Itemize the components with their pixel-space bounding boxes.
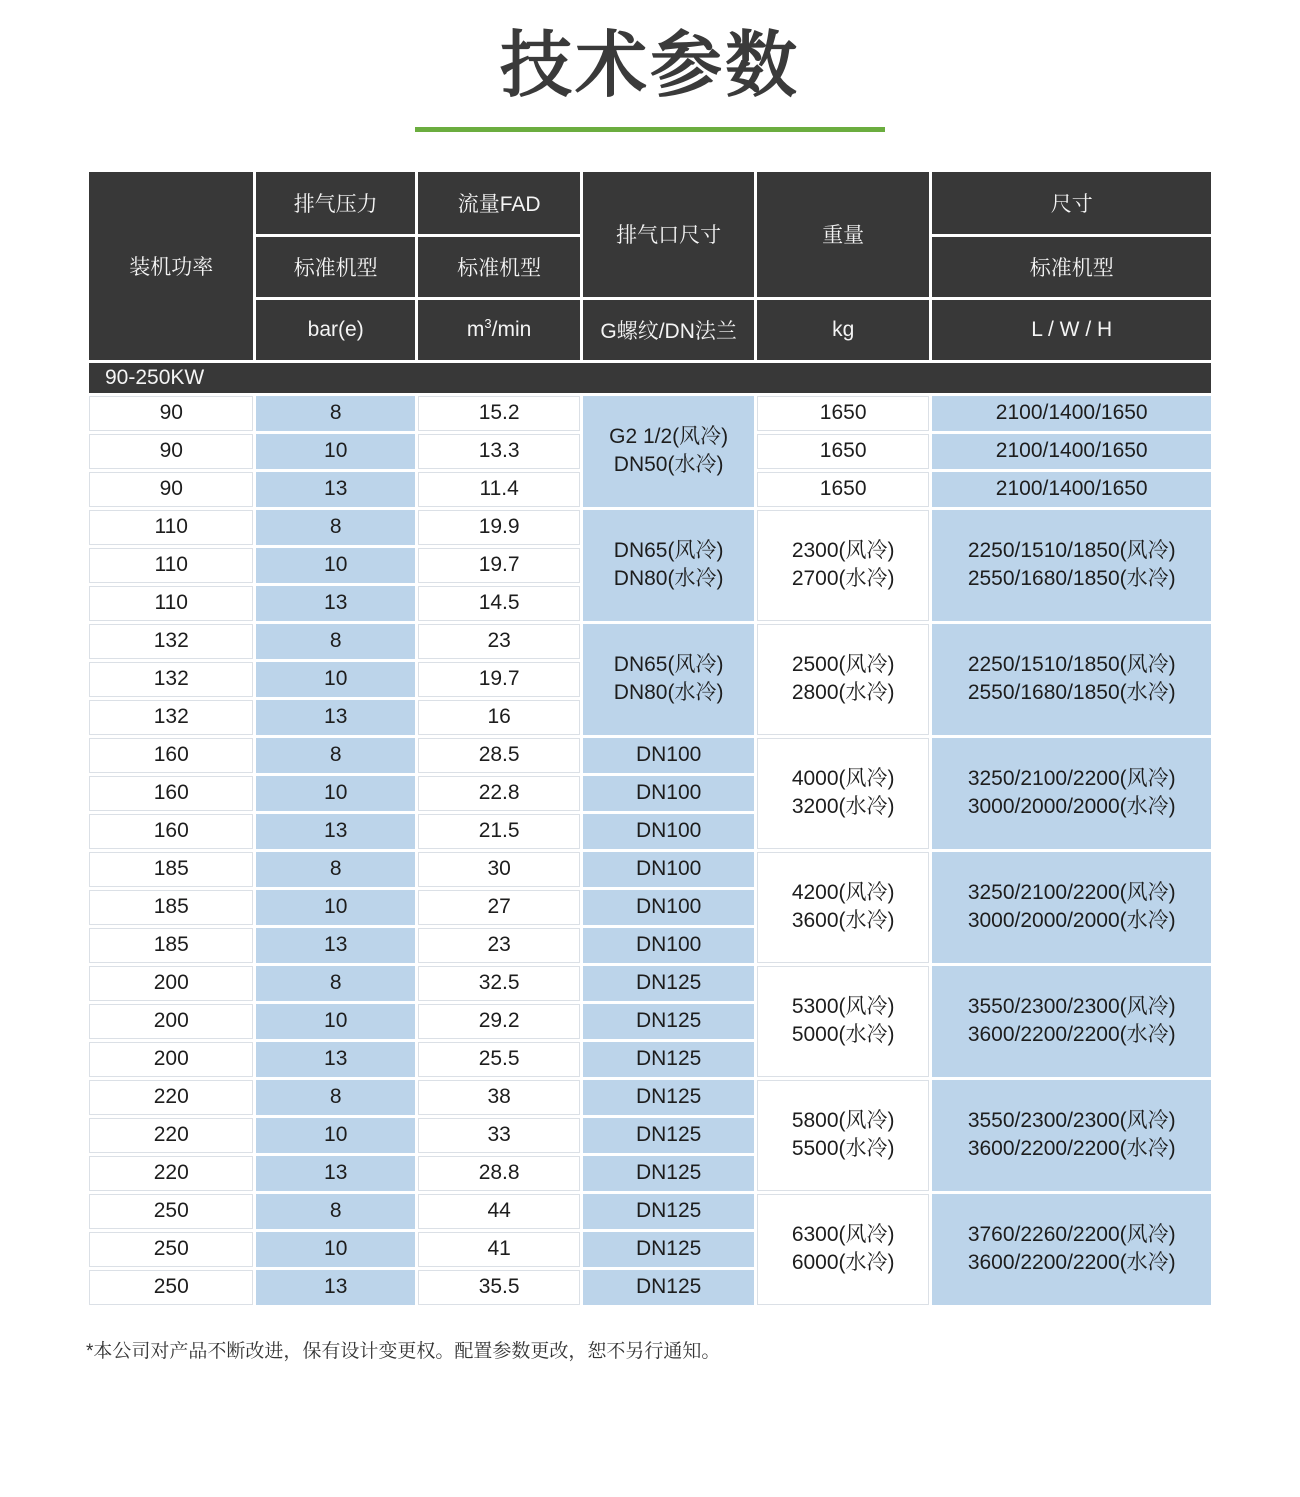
cell-port: DN100 bbox=[583, 814, 754, 849]
cell-dims bbox=[932, 624, 1211, 735]
dims-line: 3760/2260/2200(风冷) bbox=[967, 1222, 1176, 1246]
cell-port: DN100 bbox=[583, 890, 754, 925]
weight-line: 2700(水冷) bbox=[791, 567, 895, 591]
cell-power: 185 bbox=[89, 852, 253, 887]
page-title: 技术参数 bbox=[499, 26, 800, 106]
cell-port: DN125 bbox=[583, 1080, 754, 1115]
cell-flow: 25.5 bbox=[418, 1042, 580, 1077]
cell-pressure: 8 bbox=[256, 396, 414, 431]
cell-pressure: 13 bbox=[256, 1156, 414, 1191]
weight-line: 5800(风冷) bbox=[791, 1108, 895, 1132]
cell-pressure: 10 bbox=[256, 1004, 414, 1039]
cell-flow: 30 bbox=[418, 852, 580, 887]
dims-line: 3250/2100/2200(风冷) bbox=[967, 880, 1176, 904]
cell-power: 185 bbox=[89, 890, 253, 925]
cell-power: 110 bbox=[89, 510, 253, 545]
table-row bbox=[89, 966, 1211, 1001]
header-pressure-unit: bar(e) bbox=[256, 300, 414, 360]
header-flow-title: 流量FAD bbox=[418, 172, 580, 234]
cell-port: DN100 bbox=[583, 852, 754, 887]
cell-port: DN125 bbox=[583, 966, 754, 1001]
cell-power: 250 bbox=[89, 1270, 253, 1305]
cell-port: DN125 bbox=[583, 1156, 754, 1191]
cell-port: DN125 bbox=[583, 1194, 754, 1229]
cell-flow: 28.8 bbox=[418, 1156, 580, 1191]
port-line: DN50(水冷) bbox=[613, 453, 724, 477]
cell-port: DN100 bbox=[583, 776, 754, 811]
cell-power: 220 bbox=[89, 1080, 253, 1115]
cell-pressure: 10 bbox=[256, 662, 414, 697]
header-pressure-model: 标准机型 bbox=[256, 237, 414, 297]
cell-power: 132 bbox=[89, 662, 253, 697]
cell-weight: 1650 bbox=[757, 434, 930, 469]
cell-power: 110 bbox=[89, 548, 253, 583]
cell-power: 220 bbox=[89, 1156, 253, 1191]
cell-dims: 2100/1400/1650 bbox=[932, 396, 1211, 431]
cell-port: DN100 bbox=[583, 928, 754, 963]
cell-weight bbox=[757, 738, 930, 849]
section-row bbox=[89, 363, 1211, 393]
cell-port: DN125 bbox=[583, 1004, 754, 1039]
cell-pressure: 8 bbox=[256, 738, 414, 773]
cell-weight: 1650 bbox=[757, 396, 930, 431]
weight-line: 6000(水冷) bbox=[791, 1251, 895, 1275]
cell-flow: 22.8 bbox=[418, 776, 580, 811]
cell-pressure: 13 bbox=[256, 1042, 414, 1077]
cell-port bbox=[583, 510, 754, 621]
cell-port: DN100 bbox=[583, 738, 754, 773]
weight-line: 3200(水冷) bbox=[791, 795, 895, 819]
cell-flow: 35.5 bbox=[418, 1270, 580, 1305]
cell-pressure: 13 bbox=[256, 700, 414, 735]
weight-line: 3600(水冷) bbox=[791, 909, 895, 933]
weight-line: 5500(水冷) bbox=[791, 1137, 895, 1161]
cell-pressure: 10 bbox=[256, 1118, 414, 1153]
table-row bbox=[89, 738, 1211, 773]
cell-flow: 29.2 bbox=[418, 1004, 580, 1039]
cell-pressure: 8 bbox=[256, 1194, 414, 1229]
cell-flow: 16 bbox=[418, 700, 580, 735]
weight-line: 2800(水冷) bbox=[791, 681, 895, 705]
cell-weight bbox=[757, 966, 930, 1077]
cell-flow: 27 bbox=[418, 890, 580, 925]
cell-power: 250 bbox=[89, 1232, 253, 1267]
cell-flow: 19.7 bbox=[418, 662, 580, 697]
cell-weight bbox=[757, 510, 930, 621]
cell-port: DN125 bbox=[583, 1270, 754, 1305]
header-pressure-title: 排气压力 bbox=[256, 172, 414, 234]
dims-line: 3600/2200/2200(水冷) bbox=[967, 1023, 1176, 1047]
cell-dims bbox=[932, 1194, 1211, 1305]
cell-pressure: 13 bbox=[256, 928, 414, 963]
cell-dims: 2100/1400/1650 bbox=[932, 472, 1211, 507]
cell-pressure: 10 bbox=[256, 890, 414, 925]
cell-pressure: 13 bbox=[256, 586, 414, 621]
dims-line: 2550/1680/1850(水冷) bbox=[967, 681, 1176, 705]
port-line: DN80(水冷) bbox=[613, 567, 724, 591]
cell-dims bbox=[932, 738, 1211, 849]
cell-weight bbox=[757, 1194, 930, 1305]
header-flow-model: 标准机型 bbox=[418, 237, 580, 297]
cell-port: DN125 bbox=[583, 1118, 754, 1153]
cell-power: 200 bbox=[89, 1004, 253, 1039]
cell-flow: 41 bbox=[418, 1232, 580, 1267]
header-weight-unit: kg bbox=[757, 300, 930, 360]
cell-flow: 38 bbox=[418, 1080, 580, 1115]
cell-flow: 21.5 bbox=[418, 814, 580, 849]
dims-line: 3600/2200/2200(水冷) bbox=[967, 1137, 1176, 1161]
cell-dims bbox=[932, 1080, 1211, 1191]
header-flow-unit bbox=[418, 300, 580, 360]
cell-power: 90 bbox=[89, 396, 253, 431]
cell-pressure: 8 bbox=[256, 510, 414, 545]
cell-dims bbox=[932, 852, 1211, 963]
cell-flow: 19.7 bbox=[418, 548, 580, 583]
table-header bbox=[89, 172, 1211, 360]
cell-power: 160 bbox=[89, 738, 253, 773]
cell-pressure: 10 bbox=[256, 776, 414, 811]
cell-dims bbox=[932, 966, 1211, 1077]
cell-pressure: 8 bbox=[256, 624, 414, 659]
cell-flow: 23 bbox=[418, 928, 580, 963]
cell-power: 185 bbox=[89, 928, 253, 963]
header-dims-title: 尺寸 bbox=[932, 172, 1211, 234]
port-line: DN65(风冷) bbox=[613, 652, 724, 676]
cell-flow: 11.4 bbox=[418, 472, 580, 507]
cell-flow: 32.5 bbox=[418, 966, 580, 1001]
port-line: DN80(水冷) bbox=[613, 681, 724, 705]
cell-pressure: 13 bbox=[256, 814, 414, 849]
cell-port bbox=[583, 396, 754, 507]
header-port-unit: G螺纹/DN法兰 bbox=[583, 300, 754, 360]
cell-dims bbox=[932, 510, 1211, 621]
cell-pressure: 10 bbox=[256, 1232, 414, 1267]
cell-power: 110 bbox=[89, 586, 253, 621]
table-body bbox=[89, 363, 1211, 1305]
cell-weight bbox=[757, 852, 930, 963]
weight-line: 4000(风冷) bbox=[791, 766, 895, 790]
weight-line: 6300(风冷) bbox=[791, 1222, 895, 1246]
cell-power: 160 bbox=[89, 814, 253, 849]
dims-line: 3550/2300/2300(风冷) bbox=[967, 994, 1176, 1018]
cell-power: 160 bbox=[89, 776, 253, 811]
cell-dims: 2100/1400/1650 bbox=[932, 434, 1211, 469]
table-row bbox=[89, 396, 1211, 431]
header-dims-model: 标准机型 bbox=[932, 237, 1211, 297]
cell-power: 132 bbox=[89, 624, 253, 659]
cell-flow: 33 bbox=[418, 1118, 580, 1153]
cell-port bbox=[583, 624, 754, 735]
port-line: G2 1/2(风冷) bbox=[609, 424, 729, 448]
cell-port: DN125 bbox=[583, 1232, 754, 1267]
dims-line: 2250/1510/1850(风冷) bbox=[967, 538, 1176, 562]
flow-unit-sup: 3 bbox=[484, 315, 492, 331]
weight-line: 2300(风冷) bbox=[791, 538, 895, 562]
cell-pressure: 13 bbox=[256, 1270, 414, 1305]
table-row bbox=[89, 624, 1211, 659]
dims-line: 3550/2300/2300(风冷) bbox=[967, 1108, 1176, 1132]
cell-pressure: 8 bbox=[256, 966, 414, 1001]
cell-power: 250 bbox=[89, 1194, 253, 1229]
dims-line: 3000/2000/2000(水冷) bbox=[967, 795, 1176, 819]
cell-power: 90 bbox=[89, 472, 253, 507]
weight-line: 2500(风冷) bbox=[791, 652, 895, 676]
cell-flow: 14.5 bbox=[418, 586, 580, 621]
cell-pressure: 10 bbox=[256, 548, 414, 583]
header-weight-title: 重量 bbox=[757, 172, 930, 297]
header-port-title: 排气口尺寸 bbox=[583, 172, 754, 297]
cell-pressure: 10 bbox=[256, 434, 414, 469]
title-underline bbox=[415, 127, 885, 132]
cell-weight bbox=[757, 624, 930, 735]
dims-line: 2250/1510/1850(风冷) bbox=[967, 652, 1176, 676]
cell-flow: 13.3 bbox=[418, 434, 580, 469]
cell-weight: 1650 bbox=[757, 472, 930, 507]
cell-flow: 15.2 bbox=[418, 396, 580, 431]
header-power: 装机功率 bbox=[89, 172, 253, 360]
cell-port: DN125 bbox=[583, 1042, 754, 1077]
cell-flow: 28.5 bbox=[418, 738, 580, 773]
section-label: 90-250KW bbox=[89, 363, 1211, 393]
table-row bbox=[89, 852, 1211, 887]
table-row bbox=[89, 1080, 1211, 1115]
header-row-3 bbox=[89, 300, 1211, 360]
weight-line: 5000(水冷) bbox=[791, 1023, 895, 1047]
cell-power: 132 bbox=[89, 700, 253, 735]
weight-line: 4200(风冷) bbox=[791, 880, 895, 904]
dims-line: 3250/2100/2200(风冷) bbox=[967, 766, 1176, 790]
dims-line: 3000/2000/2000(水冷) bbox=[967, 909, 1176, 933]
cell-power: 90 bbox=[89, 434, 253, 469]
cell-power: 200 bbox=[89, 1042, 253, 1077]
header-row-1 bbox=[89, 172, 1211, 234]
cell-weight bbox=[757, 1080, 930, 1191]
table-row bbox=[89, 510, 1211, 545]
cell-pressure: 13 bbox=[256, 472, 414, 507]
cell-flow: 44 bbox=[418, 1194, 580, 1229]
spec-table bbox=[86, 169, 1214, 1308]
cell-power: 220 bbox=[89, 1118, 253, 1153]
cell-flow: 19.9 bbox=[418, 510, 580, 545]
table-row bbox=[89, 1194, 1211, 1229]
port-line: DN65(风冷) bbox=[613, 538, 724, 562]
flow-unit-rest: /min bbox=[491, 317, 532, 341]
cell-power: 200 bbox=[89, 966, 253, 1001]
cell-flow: 23 bbox=[418, 624, 580, 659]
cell-pressure: 8 bbox=[256, 852, 414, 887]
header-dims-unit: L / W / H bbox=[932, 300, 1211, 360]
cell-pressure: 8 bbox=[256, 1080, 414, 1115]
dims-line: 3600/2200/2200(水冷) bbox=[967, 1251, 1176, 1275]
footnote: *本公司对产品不断改进，保有设计变更权。配置参数更改，恕不另行通知。 bbox=[86, 1340, 721, 1362]
flow-unit-base: m bbox=[466, 317, 485, 341]
weight-line: 5300(风冷) bbox=[791, 994, 895, 1018]
dims-line: 2550/1680/1850(水冷) bbox=[967, 567, 1176, 591]
